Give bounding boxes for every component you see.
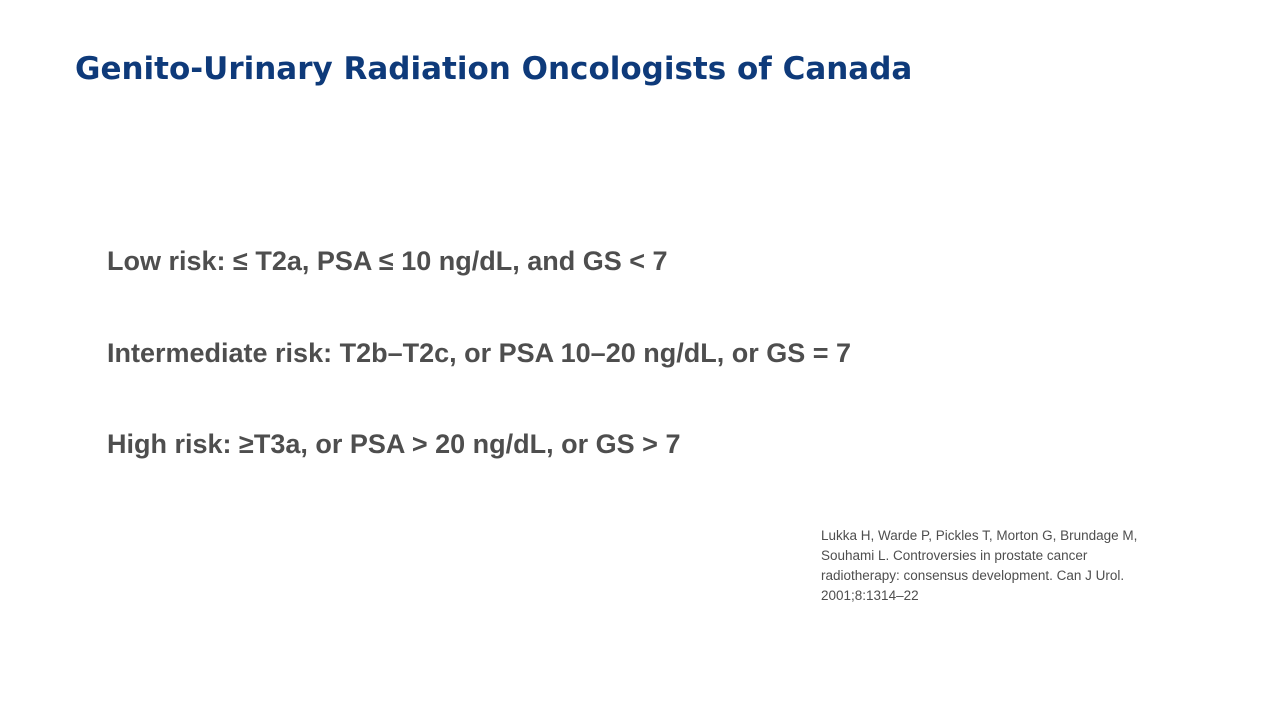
risk-group-intermediate: Intermediate risk: T2b–T2c, or PSA 10–20 ng/dL, or GS = 7 — [107, 338, 852, 368]
risk-group-high: High risk: ≥T3a, or PSA > 20 ng/dL, or GS > 7 — [107, 429, 681, 459]
citation-line: radiotherapy: consensus development. Can J Urol. — [821, 568, 1125, 583]
risk-group-low: Low risk: ≤ T2a, PSA ≤ 10 ng/dL, and GS < 7 — [107, 246, 668, 276]
citation — [821, 526, 1171, 606]
slide-title: Genito-Urinary Radiation Oncologists of Canada — [75, 51, 913, 87]
citation-line: Souhami L. Controversies in prostate cancer — [821, 548, 1088, 563]
citation-line: 2001;8:1314–22 — [821, 588, 919, 603]
citation-line: Lukka H, Warde P, Pickles T, Morton G, Brundage M, — [821, 528, 1138, 543]
